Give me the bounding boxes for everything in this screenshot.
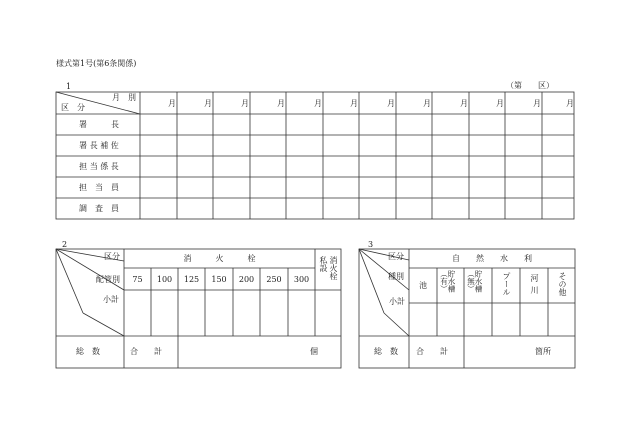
month-label: 月 (277, 99, 285, 108)
size-label: 200 (238, 275, 255, 284)
column-label-sonota: その他 (558, 272, 567, 296)
table1-header-bottom: 区 分 (61, 103, 85, 112)
month-label: 月 (423, 99, 431, 108)
column-label-chosuiso-nashi: 貯水槽（無） (466, 270, 483, 293)
table3-unit: 箇所 (535, 347, 551, 356)
section-2-number: 2 (62, 240, 68, 249)
month-label: 月 (533, 99, 541, 108)
month-label: 月 (566, 99, 574, 108)
row-label: 調 査 員 (79, 204, 119, 213)
section-1-number: 1 (66, 82, 72, 91)
row-label: 署 長 補 佐 (79, 141, 119, 150)
row-label: 署 長 (79, 120, 119, 129)
table2-header-shoukei: 小計 (103, 295, 119, 304)
private-label-1: 私設 (319, 256, 328, 272)
table3-header-kubun: 区分 (388, 252, 404, 261)
table3-header-shoukei: 小計 (389, 297, 405, 306)
month-label: 月 (204, 99, 212, 108)
column-label-chosuiso-ari: 貯水槽（有） (439, 270, 456, 293)
size-label: 75 (132, 275, 143, 284)
section-3-number: 3 (368, 240, 374, 249)
district-label: （第 区） (506, 81, 554, 90)
row-label: 担 当 員 (79, 183, 119, 192)
row-label: 担 当 係 長 (79, 162, 119, 171)
column-label-pool: プール (502, 272, 511, 296)
table2-sum-label: 合 計 (130, 347, 162, 356)
column-label-kasen: 河川 (530, 274, 539, 298)
month-label: 月 (350, 99, 358, 108)
table3-group-label: 自 然 水 利 (452, 254, 532, 263)
table2-total-label: 総 数 (76, 347, 100, 356)
month-label: 月 (314, 99, 322, 108)
size-label: 125 (183, 275, 200, 284)
month-label: 月 (460, 99, 468, 108)
private-label-2: 消火栓 (329, 256, 338, 280)
month-label: 月 (241, 99, 249, 108)
month-label: 月 (387, 99, 395, 108)
month-label: 月 (168, 99, 176, 108)
month-label: 月 (496, 99, 504, 108)
table2-group-label: 消 火 栓 (183, 254, 256, 263)
size-label: 150 (211, 275, 227, 284)
size-label: 300 (293, 275, 310, 284)
table2-header-kubun: 区分 (104, 252, 120, 261)
table2-header-haikan: 配管別 (96, 275, 120, 284)
table3-total-label: 総 数 (374, 347, 398, 356)
table3-header-shubetsu: 種別 (388, 272, 404, 281)
table3-sum-label: 合 計 (416, 347, 448, 356)
size-label: 100 (156, 275, 173, 284)
document-title: 様式第1号(第6条関係) (56, 59, 137, 68)
table1-header-top: 月 別 (112, 93, 136, 102)
column-label-ike: 池 (419, 281, 427, 290)
table2-unit: 個 (310, 347, 318, 356)
size-label: 250 (266, 275, 282, 284)
